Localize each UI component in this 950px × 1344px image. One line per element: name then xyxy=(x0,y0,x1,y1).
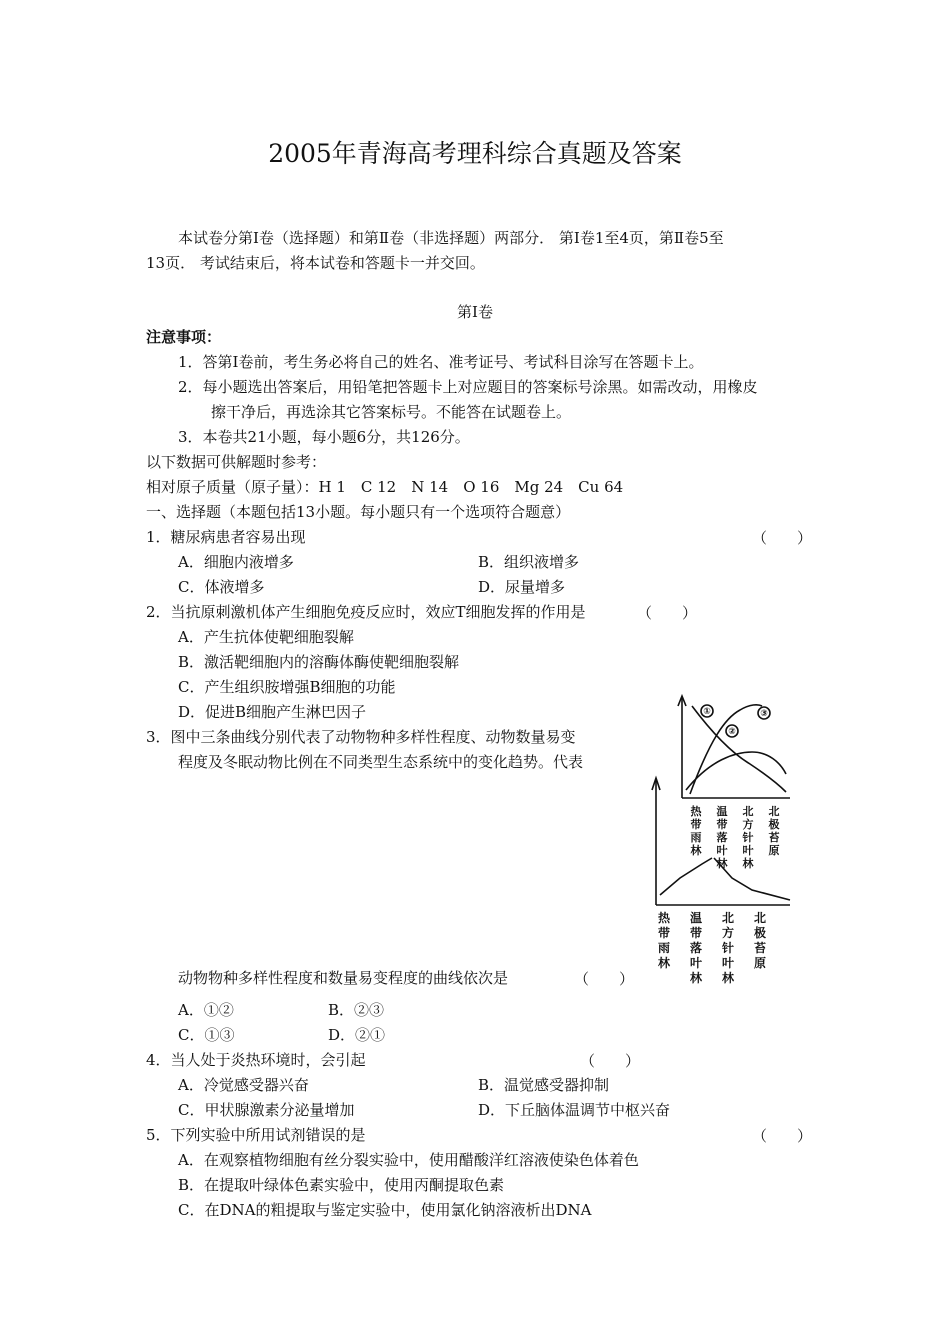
curve-label-1: ① xyxy=(703,707,711,717)
question-4-answer-blank: （ ） xyxy=(580,1052,641,1070)
question-1-option-d: D．尿量增多 xyxy=(478,578,566,596)
question-2-option-a: A．产生抗体使靶细胞裂解 xyxy=(178,628,354,646)
upper-ecosystem-label-4: 北极苔原 xyxy=(768,805,780,857)
upper-ecosystem-label-2: 温带落叶林 xyxy=(716,805,728,870)
upper-curve-1 xyxy=(692,706,786,792)
reference-line-1: 以下数据可供解题时参考： xyxy=(146,453,327,471)
question-2-option-d: D．促进B细胞产生淋巴因子 xyxy=(178,703,367,721)
question-1-option-b: B．组织液增多 xyxy=(478,553,580,571)
lower-ecosystem-label-1: 热带雨林 xyxy=(657,911,671,970)
question-3-option-b: B．②③ xyxy=(328,1001,385,1019)
question-4-option-d: D．下丘脑体温调节中枢兴奋 xyxy=(478,1101,671,1119)
question-2-option-c: C．产生组织胺增强B细胞的功能 xyxy=(178,678,396,696)
question-1-answer-blank: （ ） xyxy=(752,529,813,547)
question-4-option-c: C．甲状腺激素分泌量增加 xyxy=(178,1101,355,1119)
notice-item-2a: 2．每小题选出答案后，用铅笔把答题卡上对应题目的答案标号涂黑。如需改动，用橡皮 xyxy=(178,378,758,396)
question-1-option-c: C．体液增多 xyxy=(178,578,265,596)
lower-ecosystem-label-3: 北方针叶林 xyxy=(721,911,735,985)
question-2-option-b: B．激活靶细胞内的溶酶体酶使靶细胞裂解 xyxy=(178,653,460,671)
question-3-answer-blank: （ ） xyxy=(574,970,635,988)
question-3-stem-1: 3．图中三条曲线分别代表了动物物种多样性程度、动物数量易变 xyxy=(146,728,576,746)
curve-label-3: ③ xyxy=(760,709,768,719)
question-3-stem-3: 动物物种多样性程度和数量易变程度的曲线依次是 xyxy=(178,969,509,987)
lower-curve-rise xyxy=(660,858,712,895)
question-4-option-a: A．冷觉感受器兴奋 xyxy=(178,1076,309,1094)
upper-curve-2 xyxy=(686,752,786,790)
question-3-option-c: C．①③ xyxy=(178,1026,235,1044)
notice-item-3: 3．本卷共21小题，每小题6分，共126分。 xyxy=(178,428,470,446)
part-one-heading: 一、选择题（本题包括13小题。每小题只有一个选项符合题意） xyxy=(146,503,571,521)
notice-item-2b: 擦干净后，再选涂其它答案标号。不能答在试题卷上。 xyxy=(211,403,572,421)
question-5-answer-blank: （ ） xyxy=(752,1127,813,1145)
question-5-stem: 5．下列实验中所用试剂错误的是 xyxy=(146,1126,366,1144)
reference-line-2: 相对原子质量（原子量）：H 1 C 12 N 14 O 16 Mg 24 Cu 64 xyxy=(146,478,624,496)
curve-label-2: ② xyxy=(728,727,736,737)
page-title: 2005年青海高考理科综合真题及答案 xyxy=(268,139,682,168)
section-title: 第Ⅰ卷 xyxy=(457,303,493,321)
lower-ecosystem-label-2: 温带落叶林 xyxy=(689,911,703,985)
question-3-option-d: D．②① xyxy=(328,1026,386,1044)
lower-ecosystem-label-4: 北极苔原 xyxy=(753,911,767,970)
question-5-option-a: A．在观察植物细胞有丝分裂实验中，使用醋酸洋红溶液使染色体着色 xyxy=(178,1151,639,1169)
question-1-stem: 1．糖尿病患者容易出现 xyxy=(146,528,306,546)
question-3-figure xyxy=(640,690,815,990)
intro-line-1: 本试卷分第Ⅰ卷（选择题）和第Ⅱ卷（非选择题）两部分． 第Ⅰ卷1至4页，第Ⅱ卷5至 xyxy=(178,229,724,247)
question-2-stem: 2．当抗原刺激机体产生细胞免疫反应时，效应T细胞发挥的作用是 xyxy=(146,603,586,621)
question-3-option-a: A．①② xyxy=(178,1001,234,1019)
question-5-option-c: C．在DNA的粗提取与鉴定实验中，使用氯化钠溶液析出DNA xyxy=(178,1201,592,1219)
question-4-option-b: B．温觉感受器抑制 xyxy=(478,1076,610,1094)
intro-line-2: 13页． 考试结束后，将本试卷和答题卡一并交回。 xyxy=(146,254,485,272)
question-2-answer-blank: （ ） xyxy=(637,604,698,622)
question-3-stem-2: 程度及冬眠动物比例在不同类型生态系统中的变化趋势。代表 xyxy=(178,753,584,771)
upper-ecosystem-label-3: 北方针叶林 xyxy=(742,805,754,870)
upper-ecosystem-label-1: 热带雨林 xyxy=(690,805,702,857)
question-4-stem: 4．当人处于炎热环境时，会引起 xyxy=(146,1051,366,1069)
question-1-option-a: A．细胞内液增多 xyxy=(178,553,294,571)
question-5-option-b: B．在提取叶绿体色素实验中，使用丙酮提取色素 xyxy=(178,1176,505,1194)
notice-item-1: 1．答第Ⅰ卷前，考生务必将自己的姓名、准考证号、考试科目涂写在答题卡上。 xyxy=(178,353,704,371)
notice-heading: 注意事项： xyxy=(146,328,222,346)
